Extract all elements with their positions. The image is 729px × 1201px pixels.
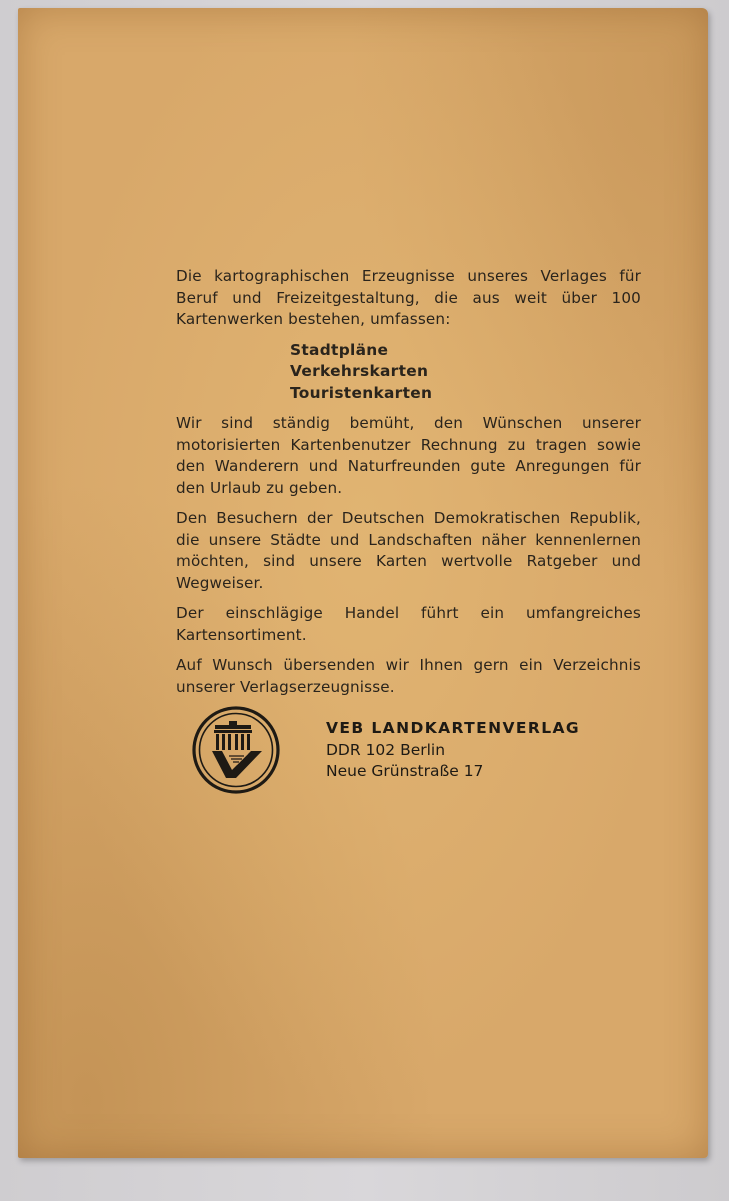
- brandenburg-gate-v-logo-icon: [192, 706, 280, 794]
- publisher-address: [326, 718, 580, 783]
- category-item: Verkehrskarten: [290, 362, 429, 380]
- paragraph-trade: Der einschlägige Handel führt ein umfangreiches Kartensortiment.: [176, 604, 641, 644]
- category-list: [290, 340, 641, 405]
- publisher-name: VEB LANDKARTENVERLAG: [326, 719, 580, 737]
- publisher-street: Neue Grünstraße 17: [326, 762, 484, 780]
- category-item: Touristenkarten: [290, 383, 433, 402]
- intro-paragraph: Die kartographischen Erzeugnisse unseres Verlages für Beruf und Freizeitgestaltung, die aus weit über 100 Kartenwerken bestehen, umfassen:: [176, 267, 641, 328]
- text-block: [176, 266, 641, 707]
- paragraph-catalog: Auf Wunsch übersenden wir Ihnen gern ein Verzeichnis unserer Verlagserzeugnisse.: [176, 656, 641, 696]
- booklet-back-cover: [18, 8, 708, 1158]
- paragraph-motorists: Wir sind ständig bemüht, den Wünschen unserer motorisierten Kartenbenutzer Rechnung zu tragen sowie den Wanderern und Naturfreunden gute Anregungen für den Urlaub zu geben.: [176, 414, 641, 497]
- publisher-block: [192, 706, 632, 796]
- category-item: Stadtpläne: [290, 340, 389, 359]
- publisher-city: DDR 102 Berlin: [326, 740, 446, 759]
- paragraph-visitors: Den Besuchern der Deutschen Demokratischen Republik, die unsere Städte und Landschaften näher kennenlernen möchten, sind unsere Karten wertvolle Ratgeber und Wegweiser.: [176, 509, 641, 592]
